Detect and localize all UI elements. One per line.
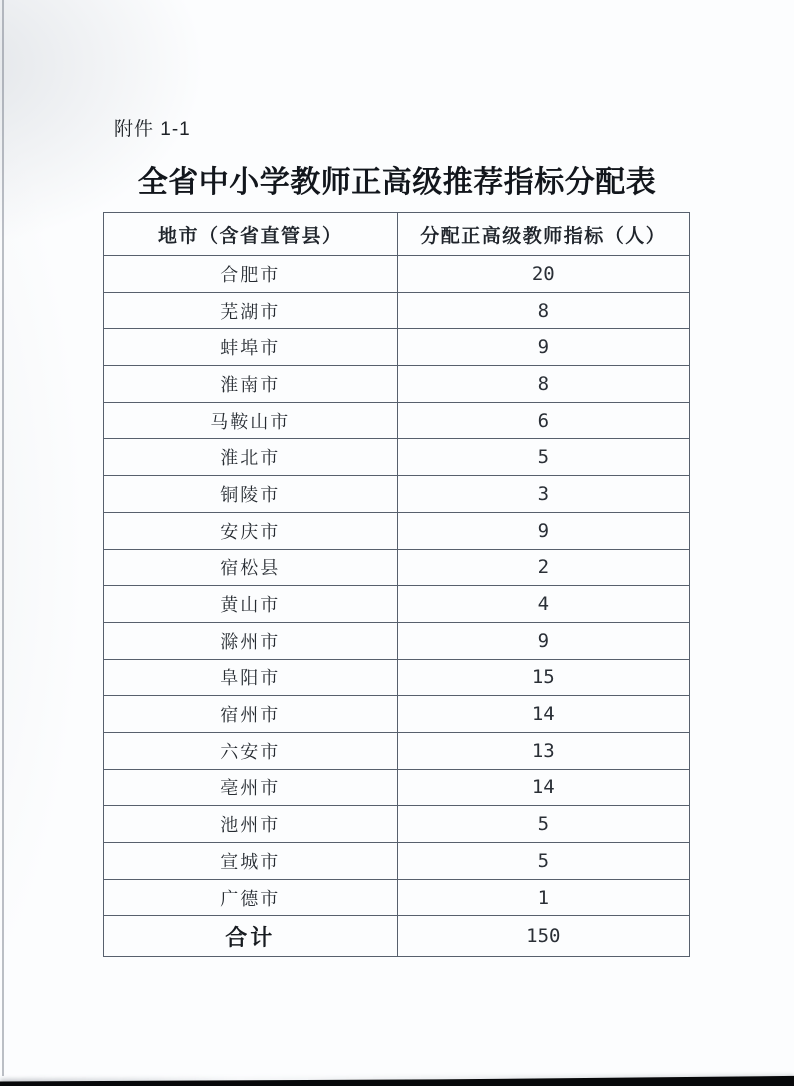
attachment-label: 附件 1-1 (114, 119, 191, 140)
city-cell: 合肥市 (104, 256, 398, 293)
quota-cell: 2 (397, 549, 689, 586)
quota-cell: 1 (397, 879, 689, 916)
table-total-row (104, 916, 690, 957)
table-row (104, 402, 690, 439)
table-body (104, 256, 690, 916)
city-cell: 六安市 (104, 732, 398, 769)
table-row (104, 366, 690, 403)
quota-cell: 5 (397, 439, 689, 476)
quota-cell: 8 (397, 292, 689, 329)
city-cell: 宿松县 (104, 549, 398, 586)
city-cell: 池州市 (104, 806, 398, 843)
table-row (104, 806, 690, 843)
quota-cell: 6 (397, 402, 689, 439)
city-cell: 宿州市 (104, 696, 398, 733)
quota-cell: 9 (397, 512, 689, 549)
city-cell: 滁州市 (104, 622, 398, 659)
quota-cell: 5 (397, 806, 689, 843)
quota-cell: 5 (397, 843, 689, 880)
table-row (104, 732, 690, 769)
table-row (104, 696, 690, 733)
quota-table (103, 212, 690, 957)
table-row (104, 512, 690, 549)
city-cell: 蚌埠市 (104, 329, 398, 366)
table-row (104, 549, 690, 586)
total-quota: 150 (397, 916, 689, 957)
city-cell: 淮南市 (104, 366, 398, 403)
table-header-row (104, 213, 690, 256)
column-header-quota: 分配正高级教师指标（人） (397, 213, 689, 256)
table-row (104, 476, 690, 513)
city-cell: 马鞍山市 (104, 402, 398, 439)
quota-cell: 14 (397, 769, 689, 806)
quota-cell: 14 (397, 696, 689, 733)
table-row (104, 769, 690, 806)
quota-cell: 13 (397, 732, 689, 769)
city-cell: 亳州市 (104, 769, 398, 806)
quota-cell: 8 (397, 366, 689, 403)
city-cell: 黄山市 (104, 586, 398, 623)
quota-cell: 9 (397, 622, 689, 659)
quota-cell: 3 (397, 476, 689, 513)
city-cell: 宣城市 (104, 843, 398, 880)
quota-cell: 4 (397, 586, 689, 623)
city-cell: 安庆市 (104, 512, 398, 549)
quota-cell: 9 (397, 329, 689, 366)
table-row (104, 879, 690, 916)
quota-cell: 20 (397, 256, 689, 293)
city-cell: 淮北市 (104, 439, 398, 476)
table-row (104, 256, 690, 293)
city-cell: 广德市 (104, 879, 398, 916)
document-title: 全省中小学教师正高级推荐指标分配表 (137, 166, 657, 199)
table-row (104, 843, 690, 880)
quota-cell: 15 (397, 659, 689, 696)
table-row (104, 292, 690, 329)
city-cell: 阜阳市 (104, 659, 398, 696)
city-cell: 铜陵市 (104, 476, 398, 513)
table-row (104, 586, 690, 623)
table-row (104, 622, 690, 659)
table-row (104, 439, 690, 476)
table-row (104, 659, 690, 696)
total-label: 合计 (104, 916, 398, 957)
column-header-city: 地市（含省直管县） (104, 213, 398, 256)
scan-left-edge (2, 0, 4, 1076)
table-row (104, 329, 690, 366)
city-cell: 芜湖市 (104, 292, 398, 329)
